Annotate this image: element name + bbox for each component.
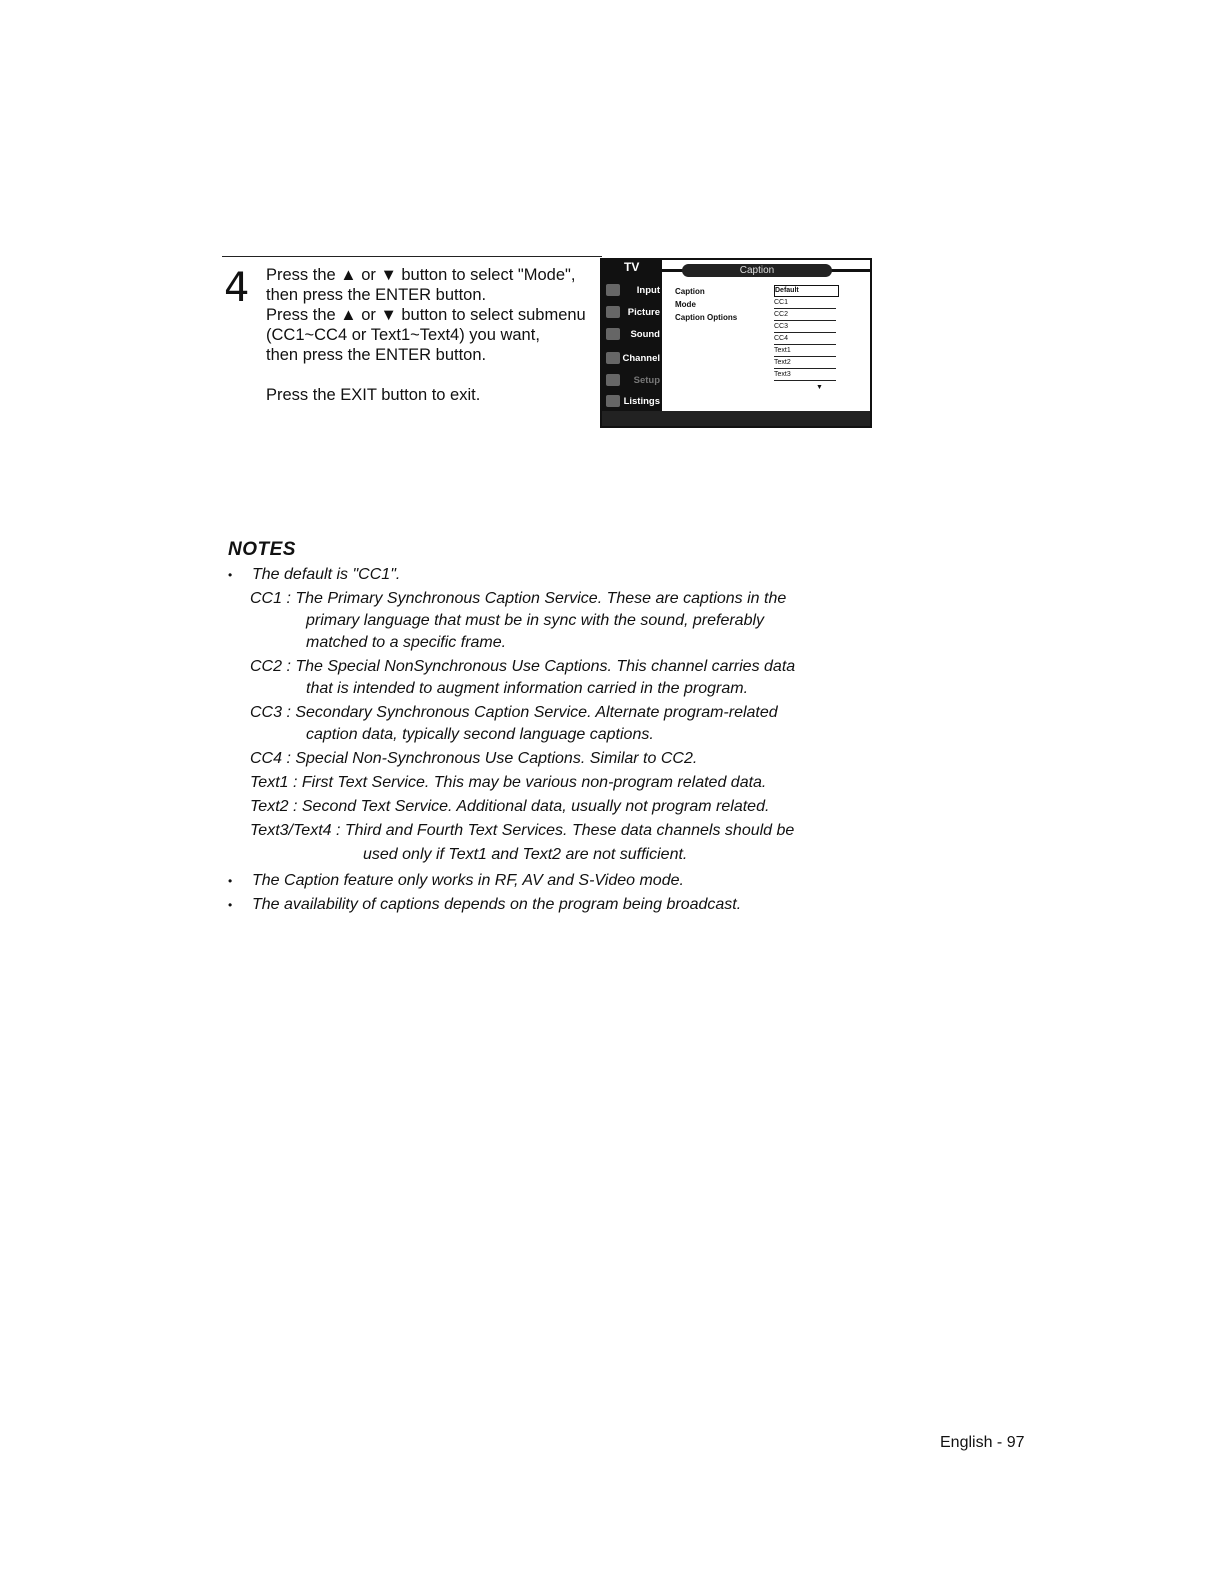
osd-menu-input: Input: [604, 280, 660, 302]
caption-menu-screenshot: [600, 258, 872, 428]
osd-label-caption-options: Caption Options: [675, 313, 738, 322]
osd-option-text3: Text3: [774, 370, 836, 381]
scroll-down-icon: ▼: [816, 384, 823, 391]
step-line: then press the ENTER button.: [266, 346, 487, 364]
step-line: Press the ▲ or ▼ button to select "Mode",: [266, 266, 576, 284]
osd-menu-listings: Listings: [604, 391, 660, 413]
step-number: 4: [224, 265, 250, 311]
osd-option-cc1: CC1: [774, 298, 836, 309]
input-icon: [606, 284, 620, 296]
step-line: (CC1~CC4 or Text1~Text4) you want,: [266, 326, 540, 344]
osd-menu-picture: Picture: [604, 302, 660, 324]
sound-icon: [606, 328, 620, 340]
step-instructions: [266, 265, 586, 405]
osd-title: Caption: [682, 264, 832, 277]
notes-heading: NOTES: [228, 539, 296, 560]
osd-menu-setup: Setup: [604, 370, 660, 392]
setup-icon: [606, 374, 620, 386]
note-line: • The default is "CC1".: [228, 564, 400, 587]
note-line: used only if Text1 and Text2 are not sufficient.: [363, 846, 688, 863]
osd-label-caption: Caption: [675, 287, 705, 296]
osd-tv-label: TV: [624, 260, 640, 274]
note-line: CC2 : The Special NonSynchronous Use Captions. This channel carries data: [250, 658, 796, 675]
channel-icon: [606, 352, 620, 364]
bullet-icon: •: [228, 898, 233, 912]
note-line: matched to a specific frame.: [306, 634, 507, 651]
bullet-icon: •: [228, 874, 233, 888]
note-line: Text3/Text4 : Third and Fourth Text Services. These data channels should be: [250, 822, 795, 839]
page-number: English - 97: [940, 1434, 1025, 1451]
osd-option-cc3: CC3: [774, 322, 836, 333]
step-divider: [222, 256, 602, 257]
note-line: • The Caption feature only works in RF, AV and S-Video mode.: [228, 870, 684, 893]
note-line: CC3 : Secondary Synchronous Caption Service. Alternate program-related: [250, 704, 778, 721]
note-line: Text1 : First Text Service. This may be various non-program related data.: [250, 774, 767, 791]
note-line: primary language that must be in sync with the sound, preferably: [306, 612, 765, 629]
step-line: [266, 365, 586, 385]
note-line: CC1 : The Primary Synchronous Caption Service. These are captions in the: [250, 590, 787, 607]
step-line: then press the ENTER button.: [266, 286, 487, 304]
osd-option-default: Default: [774, 285, 839, 297]
note-line: caption data, typically second language captions.: [306, 726, 654, 743]
osd-option-text2: Text2: [774, 358, 836, 369]
osd-menu-sound: Sound: [604, 324, 660, 346]
picture-icon: [606, 306, 620, 318]
osd-option-cc2: CC2: [774, 310, 836, 321]
note-line: CC4 : Special Non-Synchronous Use Captions. Similar to CC2.: [250, 750, 698, 767]
osd-option-cc4: CC4: [774, 334, 836, 345]
osd-label-mode: Mode: [675, 300, 696, 309]
osd-option-text1: Text1: [774, 346, 836, 357]
note-line: Text2 : Second Text Service. Additional data, usually not program related.: [250, 798, 770, 815]
note-line: • The availability of captions depends on the program being broadcast.: [228, 894, 741, 917]
osd-bottom-bar: [602, 411, 870, 426]
note-line: that is intended to augment information carried in the program.: [306, 680, 749, 697]
listings-icon: [606, 395, 620, 407]
step-line: Press the ▲ or ▼ button to select submenu: [266, 306, 586, 324]
osd-menu-channel: Channel: [604, 348, 660, 370]
bullet-icon: •: [228, 568, 233, 582]
step-line: Press the EXIT button to exit.: [266, 386, 481, 404]
